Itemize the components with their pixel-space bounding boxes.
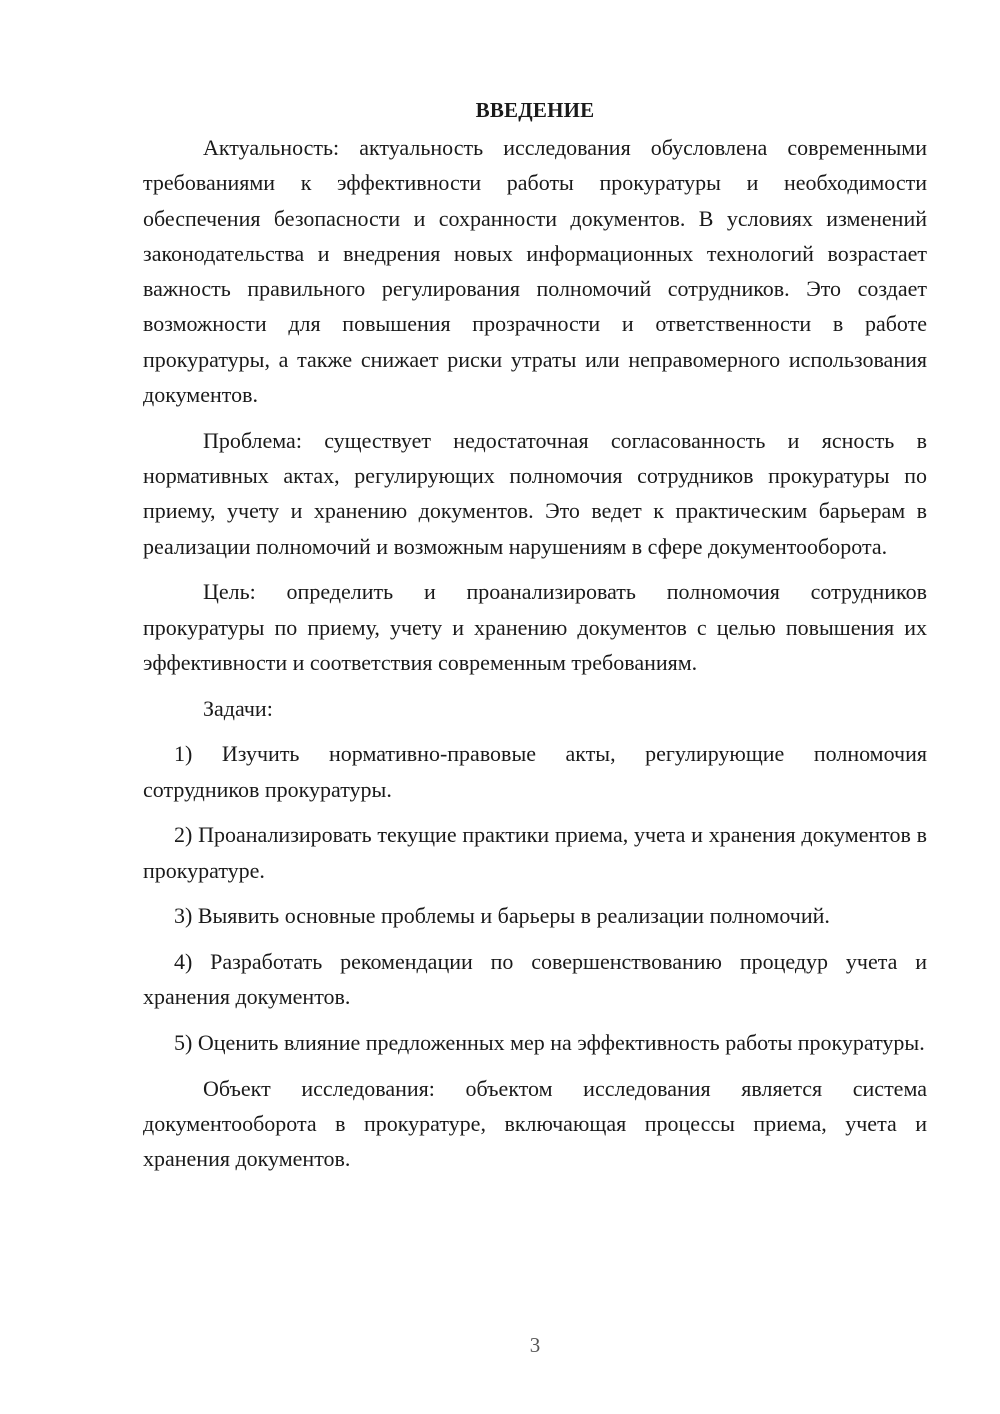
relevance-paragraph: Актуальность: актуальность исследования обусловлена современными требованиями к эффективности работы прокуратуры и необходимости обеспечения безопасности и сохранности документов. В условиях изменений законодательства и внедрения новых информационных технологий возрастает важность правильного регулирования полномочий сотрудников. Это создает возможности для повышения прозрачности и ответственности в работе прокуратуры, а также снижает риски утраты или неправомерного использования документов. (143, 135, 927, 408)
goal-paragraph: Цель: определить и проанализировать полномочия сотрудников прокуратуры по приему, учету и хранению документов с целью повышения их эффективности и соответствия современным требованиям. (143, 579, 927, 675)
problem-paragraph: Проблема: существует недостаточная согласованность и ясность в нормативных актах, регулирующих полномочия сотрудников прокуратуры по приему, учету и хранению документов. Это ведет к практическим барьерам в реализации полномочий и возможным нарушениям в сфере документооборота. (143, 427, 927, 559)
document-page (143, 90, 927, 1177)
task-item: 4) Разработать рекомендации по совершенствованию процедур учета и хранения документов. (143, 948, 927, 1010)
page-title: ВВЕДЕНИЕ (475, 98, 595, 122)
task-item: 1) Изучить нормативно-правовые акты, регулирующие полномочия сотрудников прокуратуры. (143, 741, 927, 802)
task-item: 2) Проанализировать текущие практики приема, учета и хранения документов в прокуратуре. (143, 822, 927, 883)
object-paragraph: Объект исследования: объектом исследования является система документооборота в прокуратуре, включающая процессы приема, учета и хранения документов. (143, 1075, 927, 1172)
tasks-heading: Задачи: (203, 695, 273, 721)
task-item: 3) Выявить основные проблемы и барьеры в реализации полномочий. (174, 903, 830, 929)
page-number: 3 (529, 1333, 541, 1357)
task-item: 5) Оценить влияние предложенных мер на эффективность работы прокуратуры. (174, 1029, 925, 1055)
